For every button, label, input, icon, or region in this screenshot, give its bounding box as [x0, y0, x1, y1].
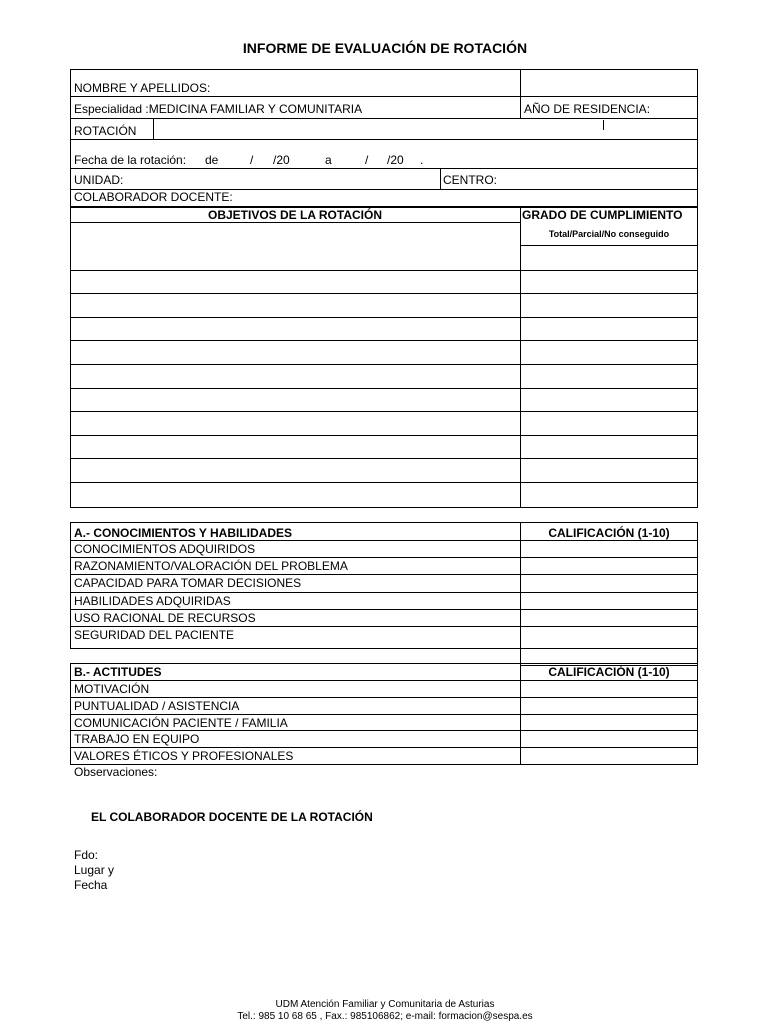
header-rule: [70, 96, 698, 97]
section-b-item-label: VALORES ÉTICOS Y PROFESIONALES: [74, 749, 294, 764]
centro-label: CENTRO:: [443, 173, 497, 187]
fecha-slash-1: /: [250, 153, 254, 167]
observaciones-input[interactable]: [74, 782, 698, 810]
section-b-score-input[interactable]: [524, 681, 698, 698]
unidad-input[interactable]: [130, 172, 439, 188]
centro-input[interactable]: [502, 172, 696, 188]
objetivos-rule: [520, 245, 698, 246]
objetivo-input[interactable]: [74, 414, 518, 433]
lugar-label: Lugar y: [74, 863, 115, 877]
header-rule: [70, 139, 698, 140]
objetivos-rule: [70, 317, 698, 318]
grado-input[interactable]: [524, 485, 698, 504]
section-a-score-input[interactable]: [524, 541, 698, 558]
section-a-item-label: CAPACIDAD PARA TOMAR DECISIONES: [74, 576, 302, 591]
section-a-item-label: HABILIDADES ADQUIRIDAS: [74, 593, 231, 608]
colaborador-input[interactable]: [248, 189, 697, 207]
section-a-item-label: RAZONAMIENTO/VALORACIÓN DEL PROBLEMA: [74, 559, 348, 574]
section-b-header: B.- ACTITUDES: [74, 665, 162, 679]
objetivos-rule: [70, 340, 698, 341]
section-b-item-label: MOTIVACIÓN: [74, 682, 150, 696]
section-a-calif-header: CALIFICACIÓN (1-10): [548, 526, 670, 540]
section-b-item-label: PUNTUALIDAD / ASISTENCIA: [74, 698, 240, 713]
objetivos-rule: [70, 364, 698, 365]
objetivo-input[interactable]: [74, 485, 518, 504]
section-a-divider: [520, 522, 521, 665]
grado-input[interactable]: [524, 391, 698, 410]
grado-subheader: Total/Parcial/No conseguido: [548, 229, 670, 239]
grado-input[interactable]: [524, 367, 698, 386]
objetivos-rule: [70, 222, 520, 223]
section-b-calif-header: CALIFICACIÓN (1-10): [548, 665, 670, 679]
fecha-de: de: [205, 153, 219, 167]
section-a-score-input[interactable]: [524, 593, 698, 610]
nombre-input[interactable]: [230, 80, 519, 96]
fecha-firma-label: Fecha: [74, 878, 108, 892]
grado-input[interactable]: [524, 438, 698, 457]
header-divider: [440, 168, 441, 189]
objetivos-rule: [70, 482, 698, 483]
header-rule: [70, 168, 698, 169]
especialidad-value: MEDICINA FAMILIAR Y COMUNITARIA: [148, 102, 363, 116]
fdo-label: Fdo:: [74, 848, 99, 862]
fecha-label: Fecha de la rotación:: [74, 153, 187, 167]
ano-residencia-label: AÑO DE RESIDENCIA:: [524, 102, 651, 116]
objetivo-input[interactable]: [74, 391, 518, 410]
objetivos-header: OBJETIVOS DE LA ROTACIÓN: [207, 208, 382, 222]
section-a-header: A.- CONOCIMIENTOS Y HABILIDADES: [74, 526, 293, 540]
objetivo-input[interactable]: [74, 273, 518, 292]
objetivos-divider: [520, 207, 521, 508]
grado-input[interactable]: [524, 461, 698, 480]
fecha-dot: .: [420, 153, 424, 167]
objetivo-input[interactable]: [74, 249, 518, 268]
unidad-label: UNIDAD:: [74, 173, 124, 187]
objetivo-input[interactable]: [74, 367, 518, 386]
footer-line-2: Tel.: 985 10 68 65 , Fax.: 985106862; e-mail: formacion@sespa.es: [237, 1011, 533, 1022]
footer-line-1: UDM Atención Familiar y Comunitaria de Asturias: [275, 999, 495, 1010]
section-a-score-input[interactable]: [524, 610, 698, 627]
fecha-a: a: [325, 153, 332, 167]
section-b-item-label: TRABAJO EN EQUIPO: [74, 732, 200, 747]
grado-input[interactable]: [524, 414, 698, 433]
header-divider: [153, 118, 154, 139]
nombre-label: NOMBRE Y APELLIDOS:: [74, 81, 211, 95]
section-a-score-input[interactable]: [524, 558, 698, 575]
section-a-item-label: SEGURIDAD DEL PACIENTE: [74, 628, 235, 642]
section-b-score-input[interactable]: [524, 698, 698, 715]
colaborador-label: COLABORADOR DOCENTE:: [74, 190, 233, 204]
fecha-slash-2: /: [365, 153, 369, 167]
section-a-score-input[interactable]: [524, 627, 698, 644]
header-divider: [520, 69, 521, 118]
objetivo-input[interactable]: [74, 226, 518, 242]
section-a-item-label: USO RACIONAL DE RECURSOS: [74, 610, 256, 625]
rotacion-input[interactable]: [158, 122, 697, 138]
section-a-item-label: CONOCIMIENTOS ADQUIRIDOS: [74, 542, 256, 556]
ano-residencia-input[interactable]: [662, 101, 698, 117]
objetivos-rule: [70, 388, 698, 389]
fecha-year-2: /20: [387, 153, 404, 167]
grado-input[interactable]: [524, 343, 698, 362]
objetivos-rule: [70, 458, 698, 459]
grado-input[interactable]: [524, 320, 698, 339]
section-b-score-input[interactable]: [524, 731, 698, 748]
grado-header: GRADO DE CUMPLIMIENTO: [522, 208, 683, 222]
grado-input[interactable]: [524, 273, 698, 292]
objetivos-rule: [70, 270, 698, 271]
objetivo-input[interactable]: [74, 343, 518, 362]
header-rule: [70, 118, 698, 119]
grado-input[interactable]: [524, 249, 698, 268]
grado-input[interactable]: [524, 296, 698, 315]
objetivos-rule: [70, 293, 698, 294]
objetivo-input[interactable]: [74, 438, 518, 457]
objetivos-rule: [70, 435, 698, 436]
objetivo-input[interactable]: [74, 461, 518, 480]
especialidad-label: Especialidad :MEDICINA FAMILIAR Y COMUNITARIA: [74, 102, 363, 116]
observaciones-label: Observaciones:: [74, 765, 158, 779]
fecha-year-1: /20: [273, 153, 290, 167]
section-b-score-input[interactable]: [524, 748, 698, 765]
rotacion-label: ROTACIÓN: [74, 124, 137, 138]
nombre-extra-input[interactable]: [524, 78, 698, 94]
objetivos-rule: [70, 411, 698, 412]
objetivo-input[interactable]: [74, 320, 518, 339]
section-b-item-label: COMUNICACIÓN PACIENTE / FAMILIA: [74, 715, 288, 730]
section-b-score-input[interactable]: [524, 715, 698, 732]
firma-heading: EL COLABORADOR DOCENTE DE LA ROTACIÓN: [91, 810, 373, 824]
objetivo-input[interactable]: [74, 296, 518, 315]
section-a-score-input[interactable]: [524, 575, 698, 592]
page-title: INFORME DE EVALUACIÓN DE ROTACIÓN: [242, 40, 528, 56]
